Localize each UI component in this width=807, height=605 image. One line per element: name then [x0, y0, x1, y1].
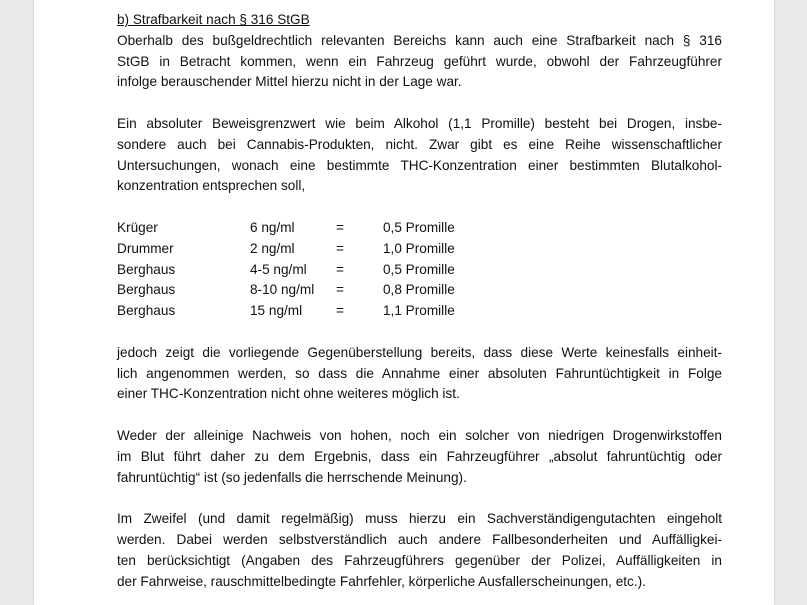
- promille-cell: 1,0 Promille: [383, 240, 455, 256]
- equals-cell: =: [336, 240, 344, 256]
- table-row: [117, 218, 503, 239]
- author-cell: Drummer: [117, 240, 174, 256]
- text-line: im Blut führt daher zu dem Ergebnis, dass ein Fahrzeugführer „absolut fahruntüchtig oder: [117, 448, 722, 464]
- promille-cell: 1,1 Promille: [383, 303, 455, 319]
- equals-cell: =: [336, 261, 344, 277]
- promille-cell: 0,5 Promille: [383, 219, 455, 235]
- paragraph-intro: [117, 31, 722, 93]
- concentration-cell: 8-10 ng/ml: [250, 282, 315, 298]
- text-line: der Fahrweise, rauschmittelbedingte Fahrfehler, körperliche Ausfallerscheinungen, etc.).: [117, 573, 646, 589]
- paragraph-comparison: [117, 343, 722, 405]
- promille-cell: 0,8 Promille: [383, 282, 455, 298]
- section-heading: b) Strafbarkeit nach § 316 StGB: [117, 12, 310, 27]
- thc-promille-table: [117, 218, 503, 322]
- text-line: Im Zweifel (und damit regelmäßig) muss hierzu ein Sachverständigengutachten eingeholt: [117, 511, 722, 527]
- author-cell: Krüger: [117, 219, 158, 235]
- concentration-cell: 4-5 ng/ml: [250, 261, 307, 277]
- text-line: Untersuchungen, wonach eine bestimmte THC-Konzentration einer bestimmten Blutalkohol-: [117, 157, 722, 173]
- text-line: Oberhalb des bußgeldrechtlich relevanten Bereichs kann auch eine Strafbarkeit nach § 316: [117, 32, 722, 48]
- paragraph-proof: [117, 426, 722, 488]
- text-line: Ein absoluter Beweisgrenzwert wie beim Alkohol (1,1 Promille) besteht bei Drogen, insbe-: [117, 115, 722, 131]
- equals-cell: =: [336, 303, 344, 319]
- paragraph-expert-opinion: [117, 509, 722, 592]
- author-cell: Berghaus: [117, 303, 176, 319]
- promille-cell: 0,5 Promille: [383, 261, 455, 277]
- concentration-cell: 6 ng/ml: [250, 219, 295, 235]
- concentration-cell: 2 ng/ml: [250, 240, 295, 256]
- text-line: StGB in Betracht kommen, wenn ein Fahrzeug geführt wurde, obwohl der Fahrzeugführer: [117, 53, 722, 69]
- paragraph-gap: [117, 93, 722, 114]
- table-row: [117, 260, 503, 281]
- table-row: [117, 239, 503, 260]
- text-line: jedoch zeigt die vorliegende Gegenüberstellung bereits, dass diese Werte keinesfalls einheit-: [117, 344, 722, 360]
- text-line: ten berücksichtigt (Angaben des Fahrzeugführers gegenüber der Polizei, Auffälligkeiten in: [117, 552, 722, 568]
- author-cell: Berghaus: [117, 282, 176, 298]
- paragraph-gap: [117, 405, 722, 426]
- text-line: einer THC-Konzentration nicht ohne weiteres möglich ist.: [117, 386, 460, 402]
- table-row: [117, 301, 503, 322]
- text-line: werden. Dabei werden selbstverständlich auch andere Fallbesonderheiten und Auffälligkei-: [117, 531, 722, 547]
- paragraph-threshold: [117, 114, 722, 197]
- paragraph-gap: [117, 488, 722, 509]
- paragraph-gap: [117, 322, 722, 343]
- page-content: [117, 10, 722, 592]
- text-line: fahruntüchtig“ ist (so jedenfalls die herrschende Meinung).: [117, 469, 467, 485]
- text-line: lich angenommen werden, so dass die Annahme einer absoluten Fahruntüchtigkeit in Folge: [117, 365, 722, 381]
- table-row: [117, 280, 503, 301]
- concentration-cell: 15 ng/ml: [250, 303, 303, 319]
- text-line: infolge berauschender Mittel hierzu nicht in der Lage war.: [117, 74, 462, 90]
- author-cell: Berghaus: [117, 261, 176, 277]
- equals-cell: =: [336, 282, 344, 298]
- equals-cell: =: [336, 219, 344, 235]
- text-line: Weder der alleinige Nachweis von hohen, noch ein solcher von niedrigen Drogenwirkstoffen: [117, 427, 722, 443]
- paragraph-gap: [117, 197, 722, 218]
- text-line: konzentration entsprechen soll,: [117, 178, 306, 194]
- document-page[interactable]: [34, 0, 774, 605]
- text-line: sondere auch bei Cannabis-Produkten, nicht. Zwar gibt es eine Reihe wissenschaftlicher: [117, 136, 722, 152]
